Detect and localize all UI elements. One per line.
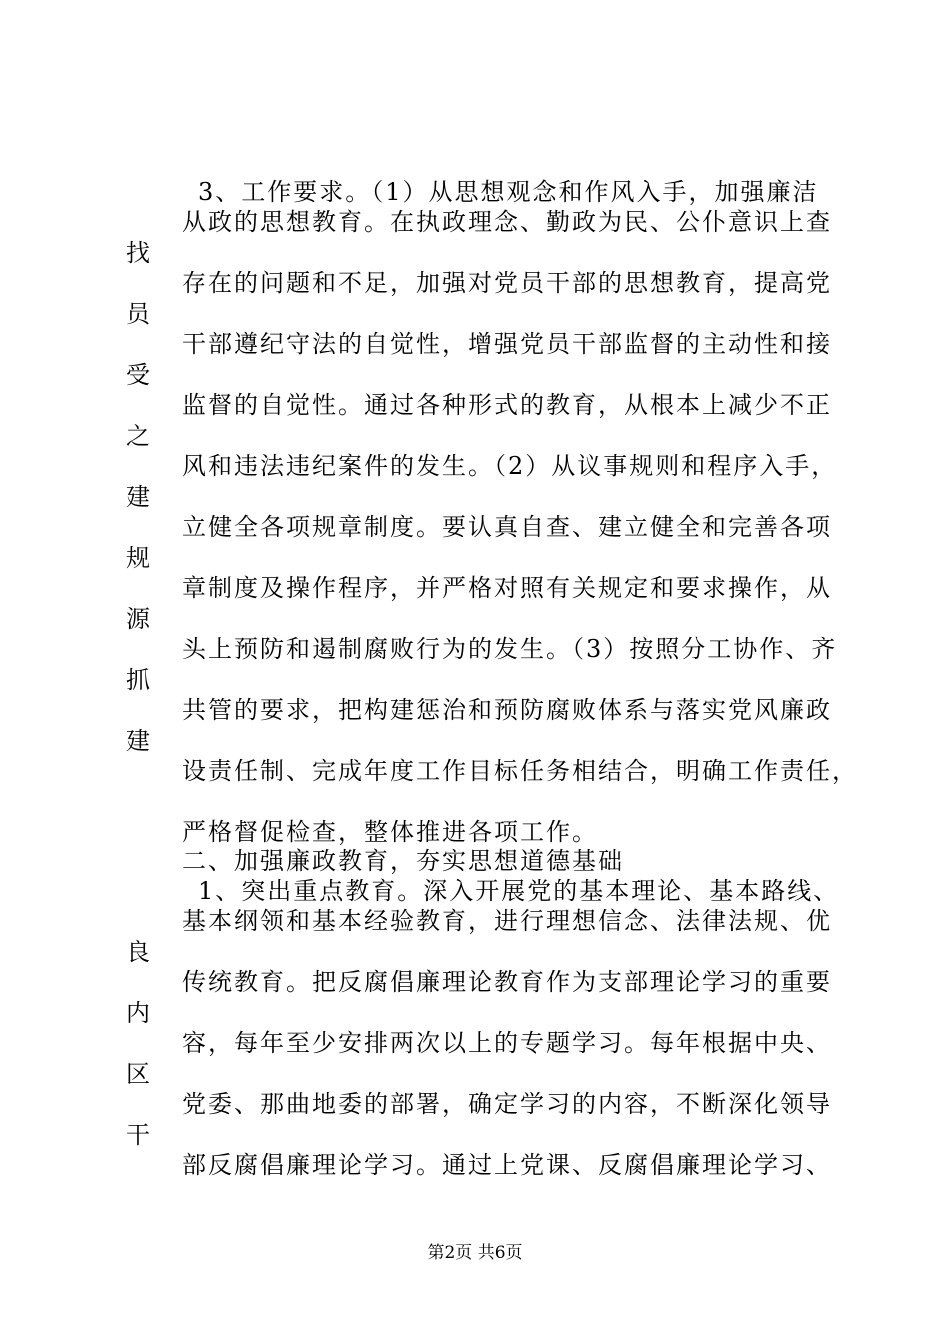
body-line: 容，每年至少安排两次以上的专题学习。每年根据中央、 [182,1029,832,1057]
body-line: 1、突出重点教育。深入开展党的基本理论、基本路线、 [198,877,840,905]
margin-char: 抓 [126,666,150,694]
body-line: 设责任制、完成年度工作目标任务相结合，明确工作责任， [182,757,858,785]
section-heading: 二、加强廉政教育，夯实思想道德基础 [182,847,624,875]
body-line: 风和违法违纪案件的发生。（2）从议事规则和程序入手， [182,452,838,480]
body-line: 章制度及操作程序，并严格对照有关规定和要求操作，从 [182,574,832,602]
body-line: 党委、那曲地委的部署，确定学习的内容，不断深化领导 [182,1090,832,1118]
body-line: 严格督促检查，整体推进各项工作。 [182,818,598,846]
margin-char: 建 [126,483,150,511]
body-line: 基本纲领和基本经验教育，进行理想信念、法律法规、优 [182,907,832,935]
body-line: 监督的自觉性。通过各种形式的教育，从根本上减少不正 [182,391,832,419]
body-line: 立健全各项规章制度。要认真自查、建立健全和完善各项 [182,513,832,541]
margin-char: 区 [126,1060,150,1088]
body-line: 共管的要求，把构建惩治和预防腐败体系与落实党风廉政 [182,696,832,724]
body-line: 头上预防和遏制腐败行为的发生。（3）按照分工协作、齐 [182,635,838,663]
margin-char: 规 [126,544,150,572]
body-line: 干部遵纪守法的自觉性，增强党员干部监督的主动性和接 [182,330,832,358]
margin-char: 找 [126,239,150,267]
margin-char: 源 [126,605,150,633]
margin-char: 受 [126,361,150,389]
body-line: 存在的问题和不足，加强对党员干部的思想教育，提高党 [182,269,832,297]
margin-char: 内 [126,999,150,1027]
margin-char: 良 [126,938,150,966]
page-number-footer: 第2页 共6页 [427,1243,523,1263]
body-line: 从政的思想教育。在执政理念、勤政为民、公仆意识上查 [182,208,832,236]
margin-char: 干 [126,1121,150,1149]
margin-char: 之 [126,422,150,450]
body-line: 传统教育。把反腐倡廉理论教育作为支部理论学习的重要 [182,968,832,996]
body-line: 3、工作要求。（1）从思想观念和作风入手，加强廉洁 [198,178,819,206]
margin-char: 员 [126,300,150,328]
body-line: 部反腐倡廉理论学习。通过上党课、反腐倡廉理论学习、 [182,1151,832,1179]
margin-char: 建 [126,727,150,755]
